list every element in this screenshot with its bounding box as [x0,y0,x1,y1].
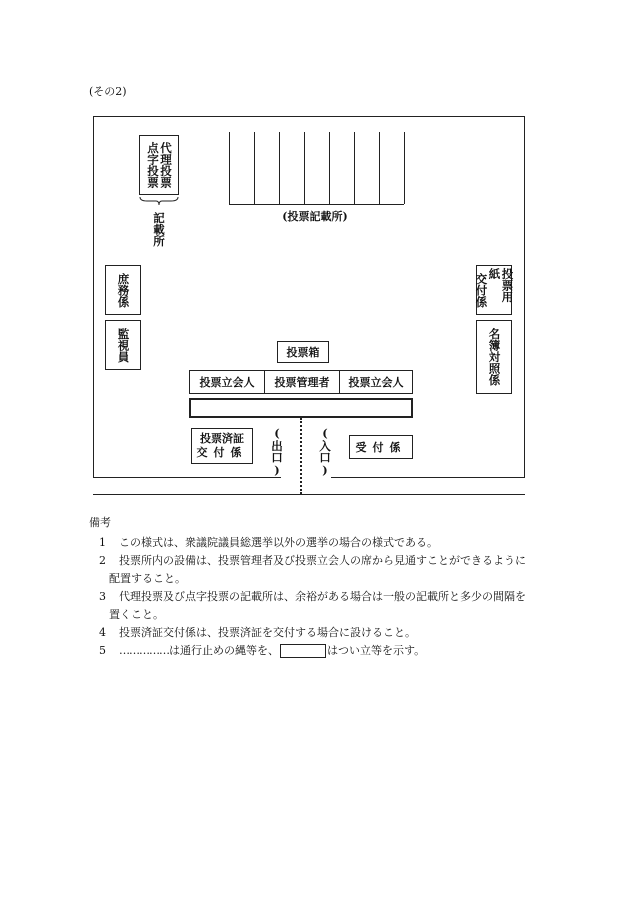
booth-front-line [229,204,404,205]
note-number: 3 [99,590,106,603]
booth-divider [329,132,330,204]
issue-staff-label: 交付係 [474,272,489,308]
official-seats [189,370,413,394]
ballot-box: 投票箱 [277,341,329,363]
note-number: 5 [99,644,106,657]
outside-line [93,494,525,495]
reception-desk: 受付係 [349,435,413,459]
note-item [89,552,569,588]
note-text [119,642,569,660]
note-number: 1 [99,536,106,549]
proxy-booth-label: 代理投票 [159,142,173,188]
proxy-braille-booth [139,135,179,195]
note-item [89,534,569,552]
dotted-line-symbol: …………… [119,644,169,657]
note-item [89,624,569,642]
braille-booth-label: 点字投票 [146,142,160,188]
certificate-label: 投票済証 [200,432,244,445]
register-check-label: 名簿対照係 [487,328,502,386]
note-text: 代理投票及び点字投票の記載所は、余裕がある場合は一般の記載所と多少の間隔を [119,590,526,603]
note-item [89,588,569,624]
ballot-paper-label: 投票用紙 [487,268,515,303]
note-text: 投票済証交付係は、投票済証を交付する場合に設けること。 [119,626,416,639]
entrance-label: (入口) [318,426,332,477]
rope-description: は通行止めの縄等を、 [169,644,279,657]
note-text: 投票所内の設備は、投票管理者及び投票立会人の席から見通すことができるように [119,554,526,567]
note-item [89,642,569,660]
rope-line [300,418,302,494]
note-text: この様式は、衆議院議員総選挙以外の選挙の場合の様式である。 [119,536,438,549]
booth-divider [279,132,280,204]
notes-section [89,514,569,660]
certificate-staff-label: 交付係 [196,446,248,459]
brace-mark [139,196,179,206]
manager-seat: 投票管理者 [264,370,340,394]
note-number: 4 [99,626,106,639]
booth-divider [354,132,355,204]
ballot-issue-desk [474,265,515,315]
note-text-continued: 置くこと。 [109,608,164,621]
screen-description: はつい立等を示す。 [327,644,426,657]
booth-divider [254,132,255,204]
witness-left-seat: 投票立会人 [189,370,265,394]
booth-divider [304,132,305,204]
monitor-desk [105,320,141,370]
booth-divider [404,132,405,204]
screen-symbol [280,644,326,658]
general-affairs-desk [105,265,141,315]
certificate-issue-desk [191,428,253,464]
page-heading: (その2) [89,85,127,98]
exit-label: (出口) [270,426,284,477]
booth-divider [229,132,230,204]
proxy-booth-caption: 記載所 [152,212,166,247]
booth-label: (投票記載所) [282,210,348,223]
notes-title: 備考 [89,516,111,529]
note-text-continued: 配置すること。 [109,572,186,585]
note-number: 2 [99,554,106,567]
general-affairs-label: 庶務係 [116,272,131,308]
register-check-desk [476,320,512,394]
counter-desk [189,398,413,418]
witness-right-seat: 投票立会人 [339,370,413,394]
monitor-label: 監視員 [116,327,131,363]
booth-divider [379,132,380,204]
